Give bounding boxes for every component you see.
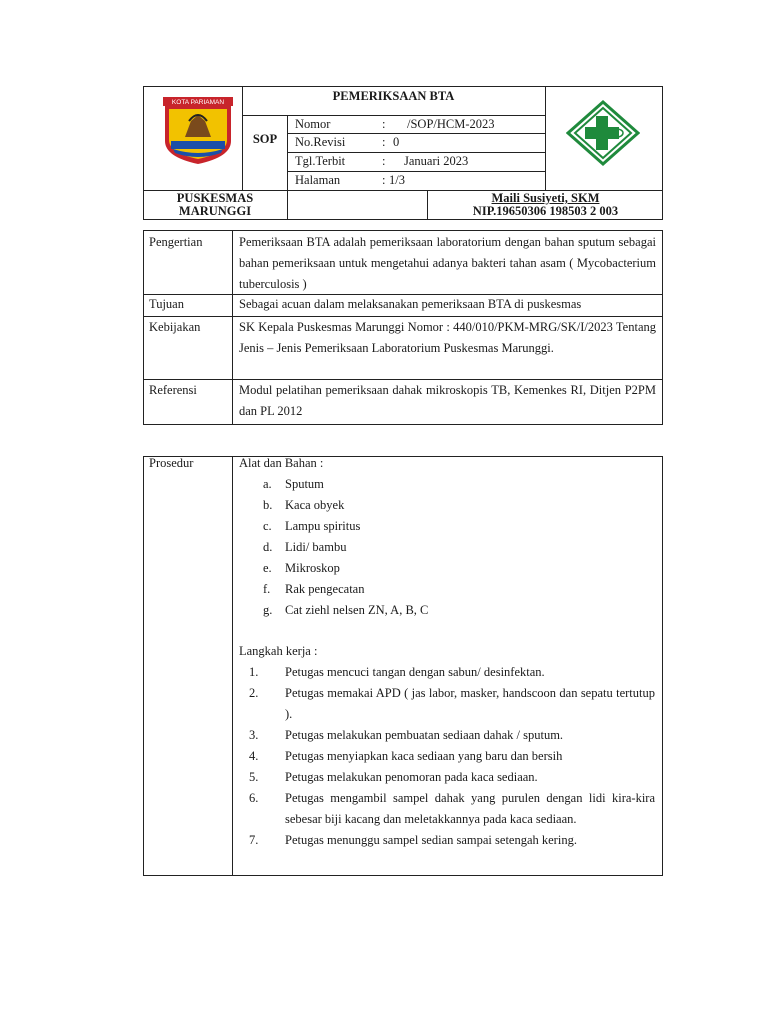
list-text: Petugas mengambil sampel dahak yang purulen dengan lidi kira-kira sebesar biji kacang dan meletakkannya pada kaca sediaan. — [285, 791, 655, 826]
signer-name: Maili Susiyeti, SKM — [491, 191, 600, 205]
list-item — [263, 516, 653, 537]
list-item — [249, 767, 655, 788]
field-halaman-sep: : — [382, 173, 386, 187]
field-halaman-value: 1/3 — [389, 173, 405, 187]
puskesmas-logo — [566, 100, 640, 166]
list-marker: 4. — [249, 749, 259, 763]
list-item — [249, 746, 655, 767]
field-terbit-value: Januari 2023 — [404, 154, 469, 168]
list-marker: 1. — [249, 665, 259, 679]
list-text: Cat ziehl nelsen ZN, A, B, C — [285, 603, 429, 617]
label-pengertian: Pengertian — [149, 235, 203, 249]
list-marker: f. — [263, 582, 271, 596]
list-text: Kaca obyek — [285, 498, 345, 512]
alat-heading: Alat dan Bahan : — [239, 456, 324, 470]
list-marker: 6. — [249, 791, 259, 805]
list-marker: 5. — [249, 770, 259, 784]
list-marker: a. — [263, 477, 272, 491]
document-title: PEMERIKSAAN BTA — [332, 89, 455, 103]
field-revisi-sep: : — [382, 135, 386, 149]
institution-line2: MARUNGGI — [178, 204, 252, 218]
list-marker: 2. — [249, 686, 259, 700]
list-item — [249, 725, 655, 746]
field-nomor-sep: : — [382, 117, 386, 131]
label-referensi: Referensi — [149, 383, 197, 397]
list-item — [263, 600, 653, 621]
sop-label: SOP — [252, 132, 278, 146]
label-kebijakan: Kebijakan — [149, 320, 201, 334]
text-pengertian: Pemeriksaan BTA adalah pemeriksaan laboratorium dengan bahan sputum sebagai bahan pemeriksaan untuk mengetahui adanya bakteri tahan asam ( Mycobacterium tuberculosis ) — [239, 235, 656, 291]
list-marker: c. — [263, 519, 272, 533]
list-text: Petugas memakai APD ( jas labor, masker, handscoon dan sepatu tertutup ). — [285, 686, 655, 721]
list-item — [263, 579, 653, 600]
list-item — [249, 683, 655, 725]
list-text: Petugas mencuci tangan dengan sabun/ desinfektan. — [285, 665, 545, 679]
label-prosedur: Prosedur — [149, 456, 194, 470]
list-marker: g. — [263, 603, 273, 617]
text-referensi: Modul pelatihan pemeriksaan dahak mikroskopis TB, Kemenkes RI, Ditjen P2PM dan PL 2012 — [239, 383, 656, 418]
field-nomor-label: Nomor — [295, 117, 331, 131]
list-text: Lampu spiritus — [285, 519, 361, 533]
list-marker: 3. — [249, 728, 259, 742]
signer-block — [428, 192, 663, 218]
signer-nip: NIP.19650306 198503 2 003 — [472, 204, 619, 218]
institution-name — [143, 192, 287, 218]
list-item — [249, 788, 655, 830]
list-text: Rak pengecatan — [285, 582, 365, 596]
list-marker: d. — [263, 540, 273, 554]
logo-label: KOTA PARIAMAN — [171, 99, 225, 106]
list-text: Mikroskop — [285, 561, 340, 575]
field-terbit-sep: : — [382, 154, 386, 168]
text-kebijakan: SK Kepala Puskesmas Marunggi Nomor : 440/010/PKM-MRG/SK/I/2023 Tentang Jenis – Jenis Pemeriksaan Laboratorium Puskesmas Marunggi. — [239, 320, 656, 355]
list-text: Petugas melakukan penomoran pada kaca sediaan. — [285, 770, 538, 784]
list-marker: e. — [263, 561, 272, 575]
field-terbit-label: Tgl.Terbit — [295, 154, 346, 168]
list-text: Lidi/ bambu — [285, 540, 347, 554]
list-item — [263, 537, 653, 558]
list-item — [249, 830, 655, 851]
list-marker: b. — [263, 498, 273, 512]
text-tujuan: Sebagai acuan dalam melaksanakan pemeriksaan BTA di puskesmas — [239, 297, 582, 311]
langkah-list — [249, 662, 655, 851]
list-text: Petugas melakukan pembuatan sediaan dahak / sputum. — [285, 728, 564, 742]
kota-pariaman-logo — [163, 97, 233, 165]
list-item — [263, 495, 653, 516]
list-text: Petugas menyiapkan kaca sediaan yang baru dan bersih — [285, 749, 563, 763]
list-marker: 7. — [249, 833, 259, 847]
institution-line1: PUSKESMAS — [176, 191, 254, 205]
list-text: Sputum — [285, 477, 324, 491]
label-tujuan: Tujuan — [149, 297, 184, 311]
list-item — [263, 558, 653, 579]
langkah-heading: Langkah kerja : — [239, 644, 318, 658]
field-halaman-label: Halaman — [295, 173, 341, 187]
field-revisi-label: No.Revisi — [295, 135, 346, 149]
list-item — [249, 662, 655, 683]
field-nomor-value: /SOP/HCM-2023 — [407, 117, 495, 131]
list-text: Petugas menunggu sampel sedian sampai setengah kering. — [285, 833, 577, 847]
field-revisi-value: 0 — [393, 135, 400, 149]
list-item — [263, 474, 653, 495]
alat-list — [263, 474, 653, 621]
